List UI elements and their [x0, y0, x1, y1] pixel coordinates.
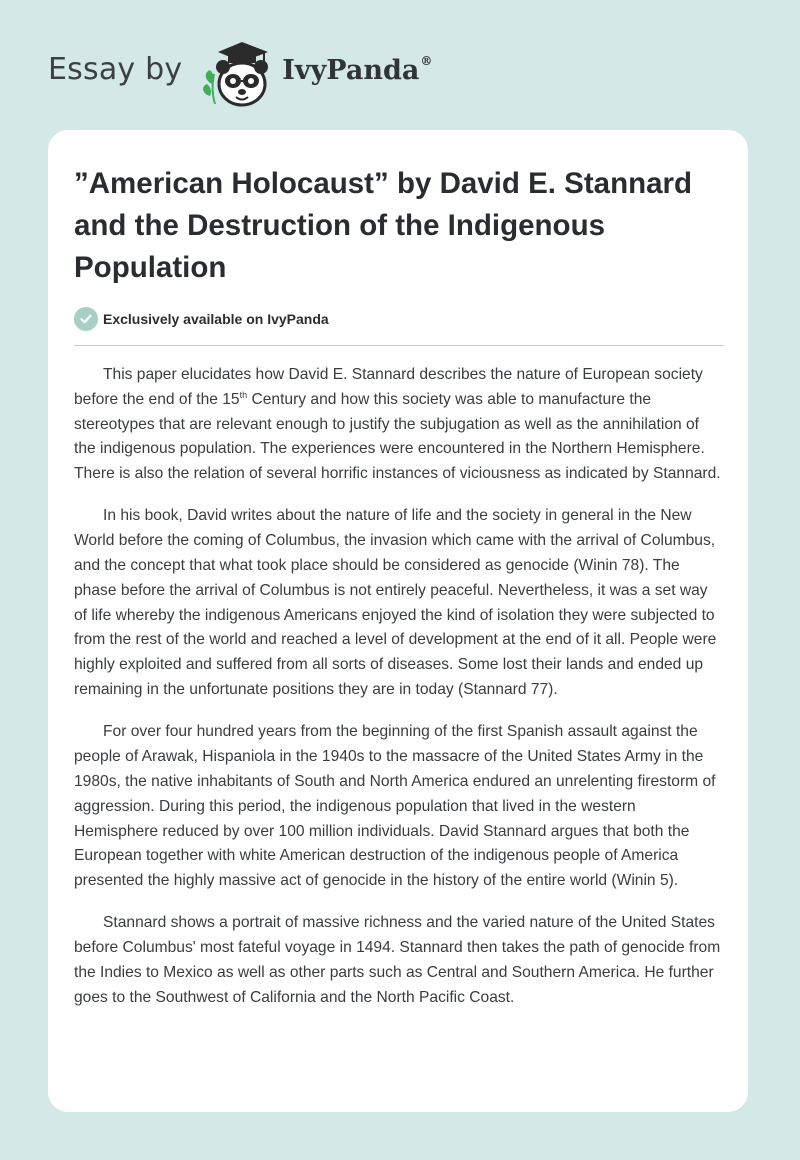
brand-name: IvyPanda® [282, 53, 433, 86]
essay-title: ”American Holocaust” by David E. Stannard and the Destruction of the Indigenous Population [74, 167, 693, 284]
paragraph-3: For over four hundred years from the beginning of the first Spanish assault against the people of Arawak, Hispaniola in the 1940s to the massacre of the United States Army in the 1980s, the native inhabitants of South and North America endured an unrelenting firestorm of aggression. During this period, the indigenous population that lived in the western Hemisphere reduced by over 100 million individuals. David Stannard argues that both the European together with white American destruction of the indigenous people of America presented the highly massive act of genocide in the history of the entire world (Winin 5). [74, 723, 716, 890]
registered-mark: ® [420, 53, 433, 68]
panda-logo-icon [198, 34, 278, 110]
check-icon [74, 307, 98, 331]
divider [74, 345, 724, 346]
ivy-leaf-icon [203, 70, 215, 104]
paragraph-1: This paper elucidates how David E. Stannard describes the nature of European society before the end of the 15th Century and how this society was able to manufacture the stereotypes that are relevant enough to justify the subjugation as well as the annihilation of the indigenous population. The experiences were encountered in the Northern Hemisphere. There is also the relation of several horrific instances of viciousness as indicated by Stannard. [74, 366, 721, 483]
essay-body [74, 363, 724, 1028]
essay-by-label: Essay by [48, 51, 183, 87]
paragraph-4: Stannard shows a portrait of massive richness and the varied nature of the United States before Columbus' most fateful voyage in 1494. Stannard then takes the path of genocide from the Indies to Mexico as well as other parts such as Central and Southern America. He further goes to the Southwest of California and the North Pacific Coast. [74, 914, 721, 1006]
exclusive-label: Exclusively available on IvyPanda [103, 311, 329, 327]
exclusive-badge [74, 307, 329, 331]
essay-card [48, 130, 748, 1112]
site-header [48, 34, 432, 110]
paragraph-2: In his book, David writes about the nature of life and the society in general in the New World before the coming of Columbus, the invasion which came with the arrival of Columbus, and the concept that what took place should be considered as genocide (Winin 78). The phase before the arrival of Columbus is not entirely peaceful. Nevertheless, it was a set way of life whereby the indigenous Americans enjoyed the kind of isolation they were subjected to from the rest of the world and reached a level of development at the end of it all. People were highly exploited and suffered from all sorts of diseases. Some lost their lands and ended up remaining in the unfortunate positions they are in today (Stannard 77). [74, 507, 717, 699]
